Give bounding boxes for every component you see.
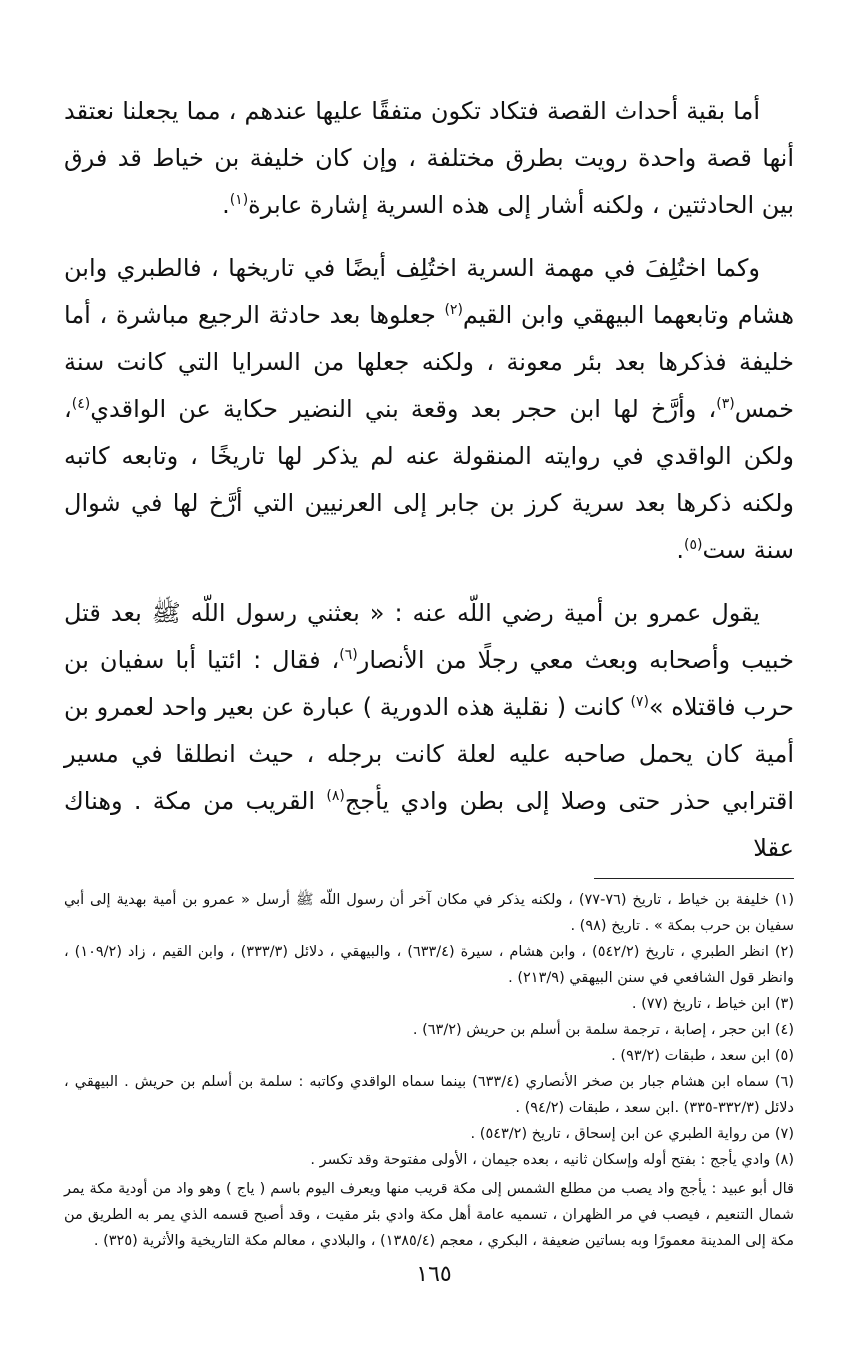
paragraph-2-text-b: جعلوها بعد حادثة الرجيع مباشرة ، أما خليفة فذكرها بعد بئر معونة ، ولكنه جعلها من السرايا التي كانت سنة خمس	[64, 301, 794, 423]
paragraph-2-end: .	[676, 536, 684, 564]
paragraph-2-text-c: ، وأرَّخ لها ابن حجر بعد وقعة بني النضير حكاية عن الواقدي	[90, 395, 717, 423]
footnote-ref-2[interactable]: (٢)	[444, 302, 463, 318]
footnote-ref-8[interactable]: (٨)	[326, 788, 345, 804]
footnote-ref-4[interactable]: (٤)	[71, 396, 91, 412]
footnote-2: (٢) انظر الطبري ، تاريخ (٥٤٢/٢) ، وابن هشام ، سيرة (٦٣٣/٤) ، والبيهقي ، دلائل (٣٣٣/٣) ، وابن القيم ، زاد (١٠٩/٢) ، وانظر قول الشافعي في سنن البيهقي (٢١٣/٩) .	[64, 944, 794, 986]
paragraph-3-text-b: ، فقال : ائتيا أبا سفيان بن حرب فاقتلاه »	[64, 646, 795, 721]
footnote-separator	[594, 878, 794, 879]
footnote-ref-5[interactable]: (٥)	[684, 537, 703, 553]
footnote-3: (٣) ابن خياط ، تاريخ (٧٧) .	[631, 996, 794, 1012]
paragraph-1-end: .	[222, 191, 230, 219]
footnote-5: (٥) ابن سعد ، طبقات (٩٣/٢) .	[611, 1048, 794, 1064]
paragraph-1	[64, 88, 794, 229]
footnote-ref-7[interactable]: (٧)	[630, 694, 649, 710]
paragraph-2	[64, 245, 794, 574]
main-text	[64, 88, 794, 872]
footnote-1: (١) خليفة بن خياط ، تاريخ (٧٦-٧٧) ، ولكنه يذكر في مكان آخر أن رسول اللّه ﷺ أرسل « عمرو بن أمية بهدية إلى أبي سفيان بن حرب بمكة » . تاريخ (٩٨) .	[64, 892, 794, 934]
footnote-4: (٤) ابن حجر ، إصابة ، ترجمة سلمة بن أسلم بن حريش (٦٣/٢) .	[412, 1022, 794, 1038]
paragraph-3-text-c: كانت ( نقلية هذه الدورية ) عبارة عن بعير واحد لعمرو بن أمية كان يحمل صاحبه عليه لعلة كانت برجله ، حيث انطلقا في مسير اقترابي حذر حتى وصلا إلى بطن وادي يأجج	[64, 693, 794, 815]
footnotes	[64, 887, 794, 1254]
paragraph-3	[64, 590, 794, 872]
paragraph-2-text-d: ، ولكن الواقدي في روايته المنقولة عنه لم يذكر لها تاريخًا ، وتابعه كاتبه ولكنه ذكرها بعد سرية كرز بن جابر إلى العرنيين التي أرَّخ لها في شوال سنة ست	[64, 395, 794, 564]
paragraph-3-text-a: يقول عمرو بن أمية رضي اللّه عنه : « بعثني رسول اللّه ﷺ بعد قتل خبيب وأصحابه وبعث معي رجلًا من الأنصار	[64, 599, 794, 674]
footnote-8-continuation: قال أبو عبيد : يأجج واد يصب من مطلع الشمس إلى مكة قريب منها ويعرف اليوم باسم ( ياج ) وهو واد من أودية مكة يمر شمال التنعيم ، فيصب في مر الظهران ، تسميه عامة أهل مكة وادي بئر مقيت ، وقد أصبح قسمه الذي يمر به الطريق من مكة إلى المدينة معمورًا وبه بساتين ضعيفة ، البكري ، معجم (١٣٨٥/٤) ، والبلادي ، معالم مكة التاريخية والأثرية (٣٢٥) .	[64, 1181, 794, 1249]
footnote-6: (٦) سماه ابن هشام جبار بن صخر الأنصاري (٦٣٣/٤) بينما سماه الواقدي وكاتبه : سلمة بن أسلم بن حريش . البيهقي ، دلائل (٣٣٢/٣-٣٣٥) .ابن سعد ، طبقات (٩٤/٢) .	[64, 1074, 794, 1116]
footnote-ref-1[interactable]: (١)	[229, 192, 249, 208]
paragraph-2-text-a: وكما اختُلِفَ في مهمة السرية اختُلِف أيضًا في تاريخها ، فالطبري وابن هشام وتابعهما البيهقي وابن القيم	[64, 254, 795, 329]
footnote-7: (٧) من رواية الطبري عن ابن إسحاق ، تاريخ (٥٤٣/٢) .	[470, 1126, 794, 1142]
footnote-ref-6[interactable]: (٦)	[339, 647, 358, 663]
paragraph-1-text: أما بقية أحداث القصة فتكاد تكون متفقًا عليها عندهم ، مما يجعلنا نعتقد أنها قصة واحدة رويت بطرق مختلفة ، وإن كان خليفة بن خياط قد فرق بين الحادثتين ، ولكنه أشار إلى هذه السرية إشارة عابرة	[64, 97, 794, 219]
footnote-ref-3[interactable]: (٣)	[716, 396, 735, 412]
footnote-8: (٨) وادي يأجج : بفتح أوله وإسكان ثانيه ، بعده جيمان ، الأولى مفتوحة وقد تكسر .	[310, 1152, 794, 1168]
page-number: ١٦٥	[416, 1262, 452, 1287]
paragraph-3-text-d: القريب من مكة . وهناك عقلا	[64, 787, 794, 862]
